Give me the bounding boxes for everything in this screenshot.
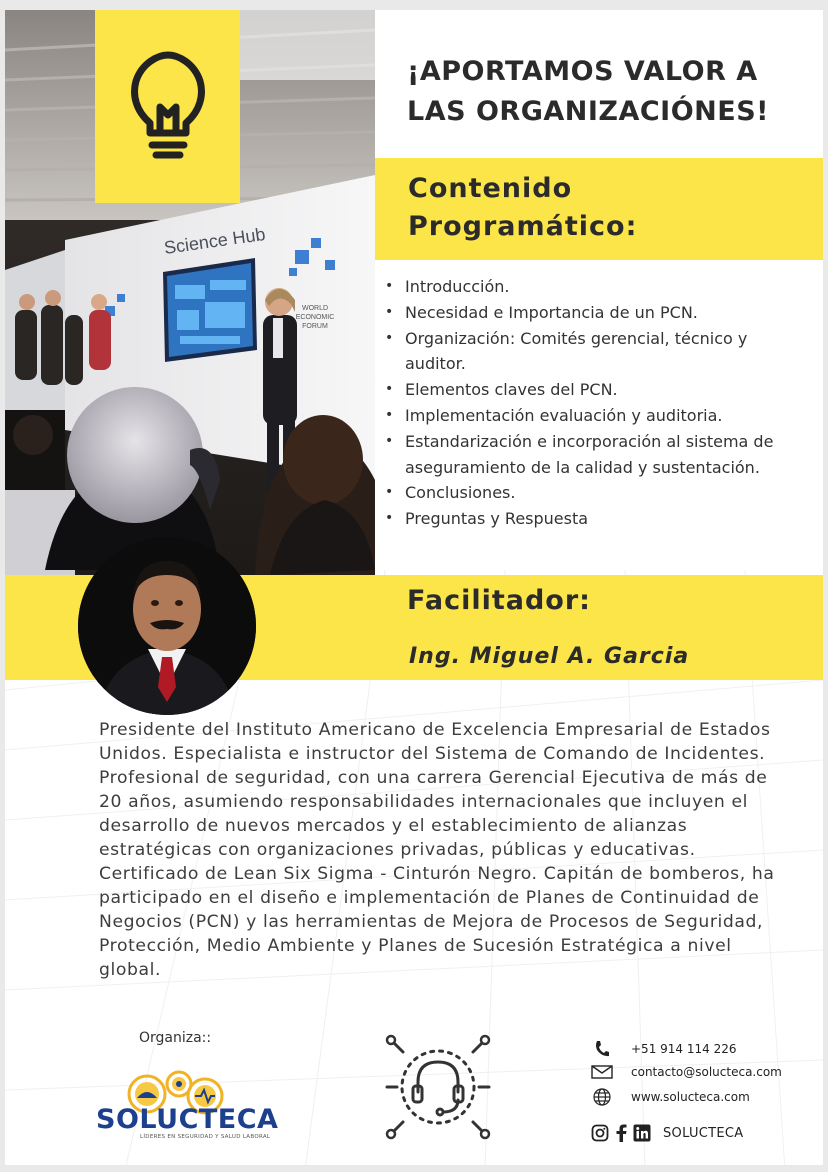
mail-icon [591, 1061, 613, 1083]
topic-item: • Estandarización e incorporación al sistema de aseguramiento de la calidad y sustentación. [383, 429, 803, 481]
phone-icon [591, 1038, 613, 1060]
email-row [591, 1061, 782, 1083]
social-handle: SOLUCTECA [663, 1125, 744, 1141]
topic-item: • Introducción. [383, 274, 803, 300]
facilitator-portrait [78, 537, 256, 715]
website-url[interactable]: www.solucteca.com [631, 1090, 750, 1104]
topics-list [383, 274, 803, 532]
facilitator-bio: Presidente del Instituto Americano de Excelencia Empresarial de Estados Unidos. Especialista e instructor del Sistema de Comando de Incidentes. Profesional de seguridad, con una carrera Gerencial Ejecutiva de más de 20 años, asumiendo responsabilidades internacionales que incluyen el desarrollo de nuevos mercados y el establecimiento de alianzas estratégicas con organizaciones privadas, públicas y educativas. Certificado de Lean Six Sigma - Cinturón Negro. Capitán de bomberos, ha participado en el diseño e implementación de Planes de Continuidad de Negocios (PCN) y las herramientas de Mejora de Procesos de Seguridad, Protección, Medio Ambiente y Planes de Sucesión Estratégica a nivel global. [99, 720, 775, 980]
topic-item: • Elementos claves del PCN. [383, 377, 803, 403]
email-address[interactable]: contacto@solucteca.com [631, 1065, 782, 1079]
topic-item: • Conclusiones. [383, 480, 803, 506]
wef-line-2: ECONOMIC [295, 314, 335, 321]
linkedin-icon[interactable] [633, 1124, 651, 1142]
facilitator-name: Ing. Miguel A. Garcia [409, 644, 690, 669]
headline-line-1: ¡APORTAMOS VALOR A [407, 56, 758, 87]
website-row [591, 1086, 750, 1108]
phone-row [591, 1038, 737, 1060]
headline [407, 52, 807, 132]
topic-item: • Organización: Comités gerencial, técnico y auditor. [383, 326, 803, 378]
program-title-line-2: Programático: [408, 211, 638, 242]
wef-line-1: WORLD [301, 305, 329, 312]
facebook-icon[interactable] [615, 1124, 627, 1142]
headline-line-2: LAS ORGANIZACIÓNES! [407, 96, 769, 127]
topic-item: • Necesidad e Importancia de un PCN. [383, 300, 803, 326]
lightbulb-icon [128, 51, 208, 163]
program-title [408, 170, 637, 246]
topic-item: • Preguntas y Respuesta [383, 506, 803, 532]
topic-item: • Implementación evaluación y auditoria. [383, 403, 803, 429]
organizer-label: Organiza:: [139, 1030, 212, 1046]
social-row [591, 1124, 744, 1142]
lightbulb-badge [95, 10, 240, 203]
flyer-page [5, 10, 823, 1165]
brand-name: SOLUCTECA [96, 1104, 279, 1135]
facilitator-title: Facilitador: [407, 585, 591, 616]
headset-icon [383, 1032, 493, 1142]
brand-tagline: LÍDERES EN SEGURIDAD Y SALUD LABORAL [140, 1134, 271, 1140]
instagram-icon[interactable] [591, 1124, 609, 1142]
program-title-line-1: Contenido [408, 173, 573, 204]
wef-line-3: FORUM [302, 323, 328, 330]
globe-icon [591, 1086, 613, 1108]
stage-sign-text: Science Hub [162, 223, 267, 258]
phone-number[interactable]: +51 914 114 226 [631, 1042, 737, 1056]
